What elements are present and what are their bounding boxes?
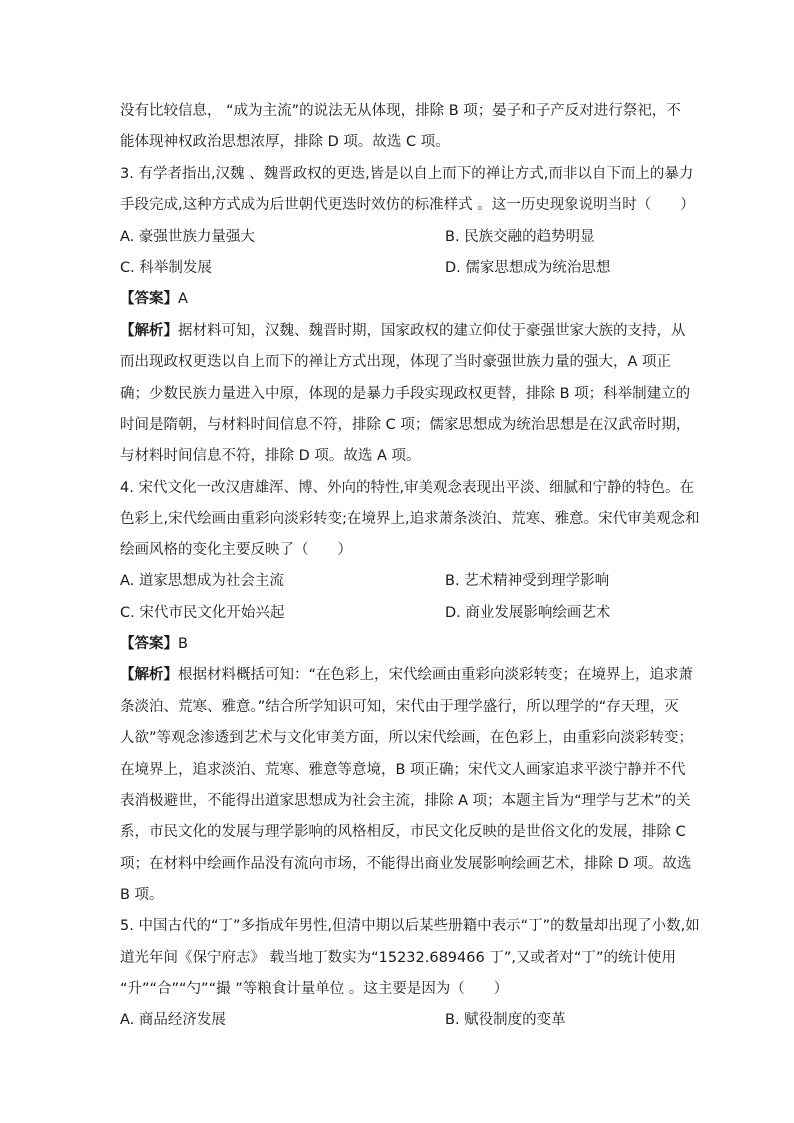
- analysis-tag: 【解析】: [120, 667, 178, 683]
- analysis-line: 条淡泊、荒寒、雅意。”结合所学知识可知，宋代由于理学盛行，所以理学的“存天理，灭: [120, 699, 679, 715]
- analysis-line: 时间是隋朝，与材料时间信息不符，排除 C 项；儒家思想成为统治思想是在汉武帝时期，: [120, 417, 691, 433]
- text-line: 没有比较信息， “成为主流”的说法无从体现，排除 B 项；晏子和子产反对进行祭祀，不: [120, 103, 681, 119]
- analysis-line: 人欲”等观念渗透到艺术与文化审美方面，所以宋代绘画，在色彩上，由重彩向淡彩转变；: [120, 730, 694, 746]
- text-line: 能体现神权政治思想浓厚，排除 D 项。故选 C 项。: [120, 134, 450, 150]
- question-5-option-b: B. 赋役制度的变革: [445, 1012, 566, 1028]
- answer-value: A: [178, 291, 188, 307]
- question-4-option-d: D. 商业发展影响绘画艺术: [445, 605, 611, 621]
- analysis-line: 表消极避世，不能得出道家思想成为社会主流，排除 A 项；本题主旨为“理学与艺术”的关: [120, 793, 691, 809]
- analysis-line: B 项。: [120, 887, 164, 903]
- question-3-option-a: A. 豪强世族力量强大: [120, 229, 255, 245]
- question-5-option-a: A. 商品经济发展: [120, 1012, 226, 1028]
- question-5-stem: “升”“合”“勺”“撮 ”等粮食计量单位 。这主要是因为（ ）: [120, 981, 509, 997]
- answer-tag: 【答案】: [120, 291, 178, 307]
- analysis-line: 系，市民文化的发展与理学影响的风格相反，市民文化反映的是世俗文化的发展，排除 C: [120, 824, 686, 840]
- answer-tag: 【答案】: [120, 636, 178, 652]
- question-4-option-c: C. 宋代市民文化开始兴起: [120, 605, 285, 621]
- question-4-option-b: B. 艺术精神受到理学影响: [445, 573, 610, 589]
- question-4-stem: 4. 宋代文化一改汉唐雄浑、博、外向的特性,审美观念表现出平淡、细腻和宁静的特色。在: [120, 480, 695, 496]
- analysis-text: 据材料可知，汉魏、魏晋时期，国家政权的建立仰仗于豪强世家大族的支持，从: [178, 323, 686, 339]
- analysis-line: 项；在材料中绘画作品没有流向市场，不能得出商业发展影响绘画艺术，排除 D 项。故选: [120, 856, 692, 872]
- analysis-line: 而出现政权更迭以自上而下的禅让方式出现，体现了当时豪强世族力量的强大，A 项正: [120, 354, 672, 370]
- question-3-option-b: B. 民族交融的趋势明显: [445, 229, 595, 245]
- question-5-stem: 5. 中国古代的“丁”多指成年男性,但清中期以后某些册籍中表示“丁”的数量却出现了小数,如: [120, 918, 700, 934]
- question-4-analysis: [120, 665, 693, 685]
- question-4-option-a: A. 道家思想成为社会主流: [120, 573, 284, 589]
- analysis-text: 根据材料概括可知：“在色彩上，宋代绘画由重彩向淡彩转变；在境界上，追求萧: [178, 667, 694, 683]
- question-5-stem: 道光年间《保宁府志》 载当地丁数实为“15232.689466 丁”,又或者对“丁”的统计使用: [120, 950, 676, 966]
- question-4-answer: [120, 634, 188, 654]
- analysis-line: 确；少数民族力量进入中原，体现的是暴力手段实现政权更替，排除 B 项；科举制建立的: [120, 386, 691, 402]
- question-3-option-c: C. 科举制发展: [120, 260, 212, 276]
- analysis-line: 在境界上，追求淡泊、荒寒、雅意等意境，B 项正确；宋代文人画家追求平淡宁静并不代: [120, 762, 686, 778]
- answer-value: B: [178, 636, 188, 652]
- analysis-tag: 【解析】: [120, 323, 178, 339]
- question-3-stem: 3. 有学者指出,汉魏 、魏晋政权的更迭,皆是以自上而下的禅让方式,而非以自下而上的暴力: [120, 166, 694, 182]
- question-3-answer: [120, 289, 188, 309]
- question-4-stem: 色彩上,宋代绘画由重彩向淡彩转变;在境界上,追求萧条淡泊、荒寒、雅意。宋代审美观念和: [120, 511, 700, 527]
- question-3-stem: 手段完成,这种方式成为后世朝代更迭时效仿的标准样式 。这一历史现象说明当时（ ）: [120, 197, 695, 213]
- question-4-stem: 绘画风格的变化主要反映了（ ）: [120, 542, 352, 558]
- analysis-line: 与材料时间信息不符，排除 D 项。故选 A 项。: [120, 448, 421, 464]
- question-3-option-d: D. 儒家思想成为统治思想: [445, 260, 611, 276]
- question-3-analysis: [120, 321, 686, 341]
